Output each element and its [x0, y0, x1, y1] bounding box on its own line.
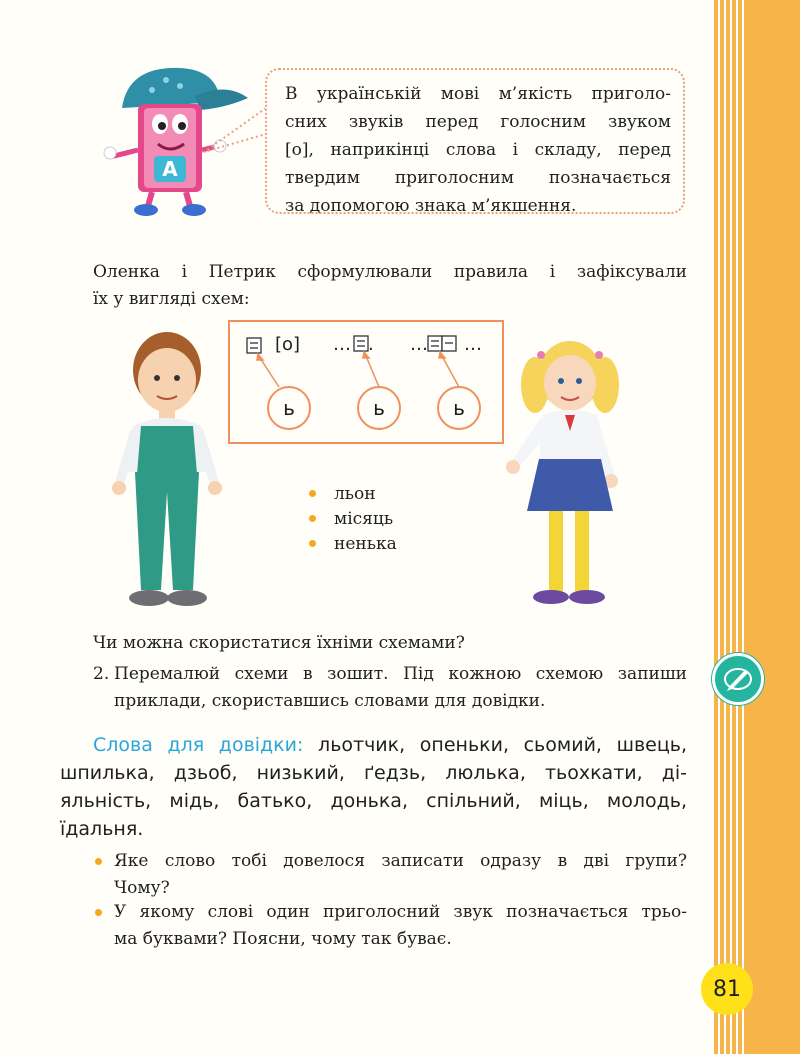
bubble-tail — [200, 100, 270, 170]
rule-line: В українській мові м’якість приголо- — [285, 84, 671, 104]
scheme-2-label: … — [333, 334, 351, 355]
scheme-1-label: [о] — [275, 334, 301, 355]
write-task-icon — [712, 653, 764, 705]
girl-illustration — [505, 335, 635, 615]
task-2-number: 2. — [93, 664, 110, 684]
soft-sign-circle: ь — [357, 386, 401, 430]
question-2-line-2: ма буквами? Поясни, чому так буває. — [114, 929, 452, 949]
reference-line-2: шпилька, дзьоб, низький, ґедзь, люлька, тьохкати, ді- — [60, 762, 687, 784]
example-word: місяць — [334, 509, 394, 529]
scheme-2-tail: . — [368, 334, 374, 355]
mascot-letter: А — [162, 157, 178, 181]
scheme-3-tail: … — [464, 334, 482, 355]
question-1-line-1: Яке слово тобі довелося записати одразу в дві групи? — [114, 851, 687, 871]
task-2-line-1: Перемалюй схеми в зошит. Під кожною схемою запиши — [114, 664, 687, 684]
boy-illustration — [105, 322, 235, 612]
question-2-line-1: У якому слові один приголосний звук позначається трьо- — [114, 902, 687, 922]
page-number: 81 — [701, 963, 753, 1015]
bullet — [309, 515, 316, 522]
example-word: льон — [334, 484, 376, 504]
question-1-line-2: Чому? — [114, 878, 170, 898]
rule-line: сних звуків перед голосним звуком — [285, 112, 671, 132]
page-sidebar — [714, 0, 800, 1054]
soft-sign-circle: ь — [267, 386, 311, 430]
bullet — [309, 540, 316, 547]
bullet — [309, 490, 316, 497]
rule-speech-bubble — [265, 68, 685, 214]
intro-line-2: їх у вигляді схем: — [93, 289, 250, 309]
reference-line-3: яльність, мідь, батько, донька, спільний, міць, молодь, — [60, 790, 687, 812]
question-schemes: Чи можна скористатися їхніми схемами? — [93, 633, 465, 653]
bullet — [95, 858, 102, 865]
intro-line-1: Оленка і Петрик сформулювали правила і зафіксували — [93, 262, 687, 282]
reference-line-4: їдальня. — [60, 818, 144, 840]
example-word: ненька — [334, 534, 397, 554]
soft-sign-circle: ь — [437, 386, 481, 430]
rule-line: за допомогою знака м’якшення. — [285, 196, 577, 216]
task-2-line-2: приклади, скориставшись словами для довідки. — [114, 691, 546, 711]
bullet — [95, 909, 102, 916]
reference-title: Слова для довідки: — [93, 734, 304, 756]
rule-line: твердим приголосним позначається — [285, 168, 671, 188]
reference-words: льотчик, опеньки, сьомий, швець, — [318, 734, 688, 756]
reference-line-1 — [93, 731, 687, 759]
rule-line: [о], наприкінці слова і складу, перед — [285, 140, 671, 160]
scheme-3-label: … — [410, 334, 428, 355]
